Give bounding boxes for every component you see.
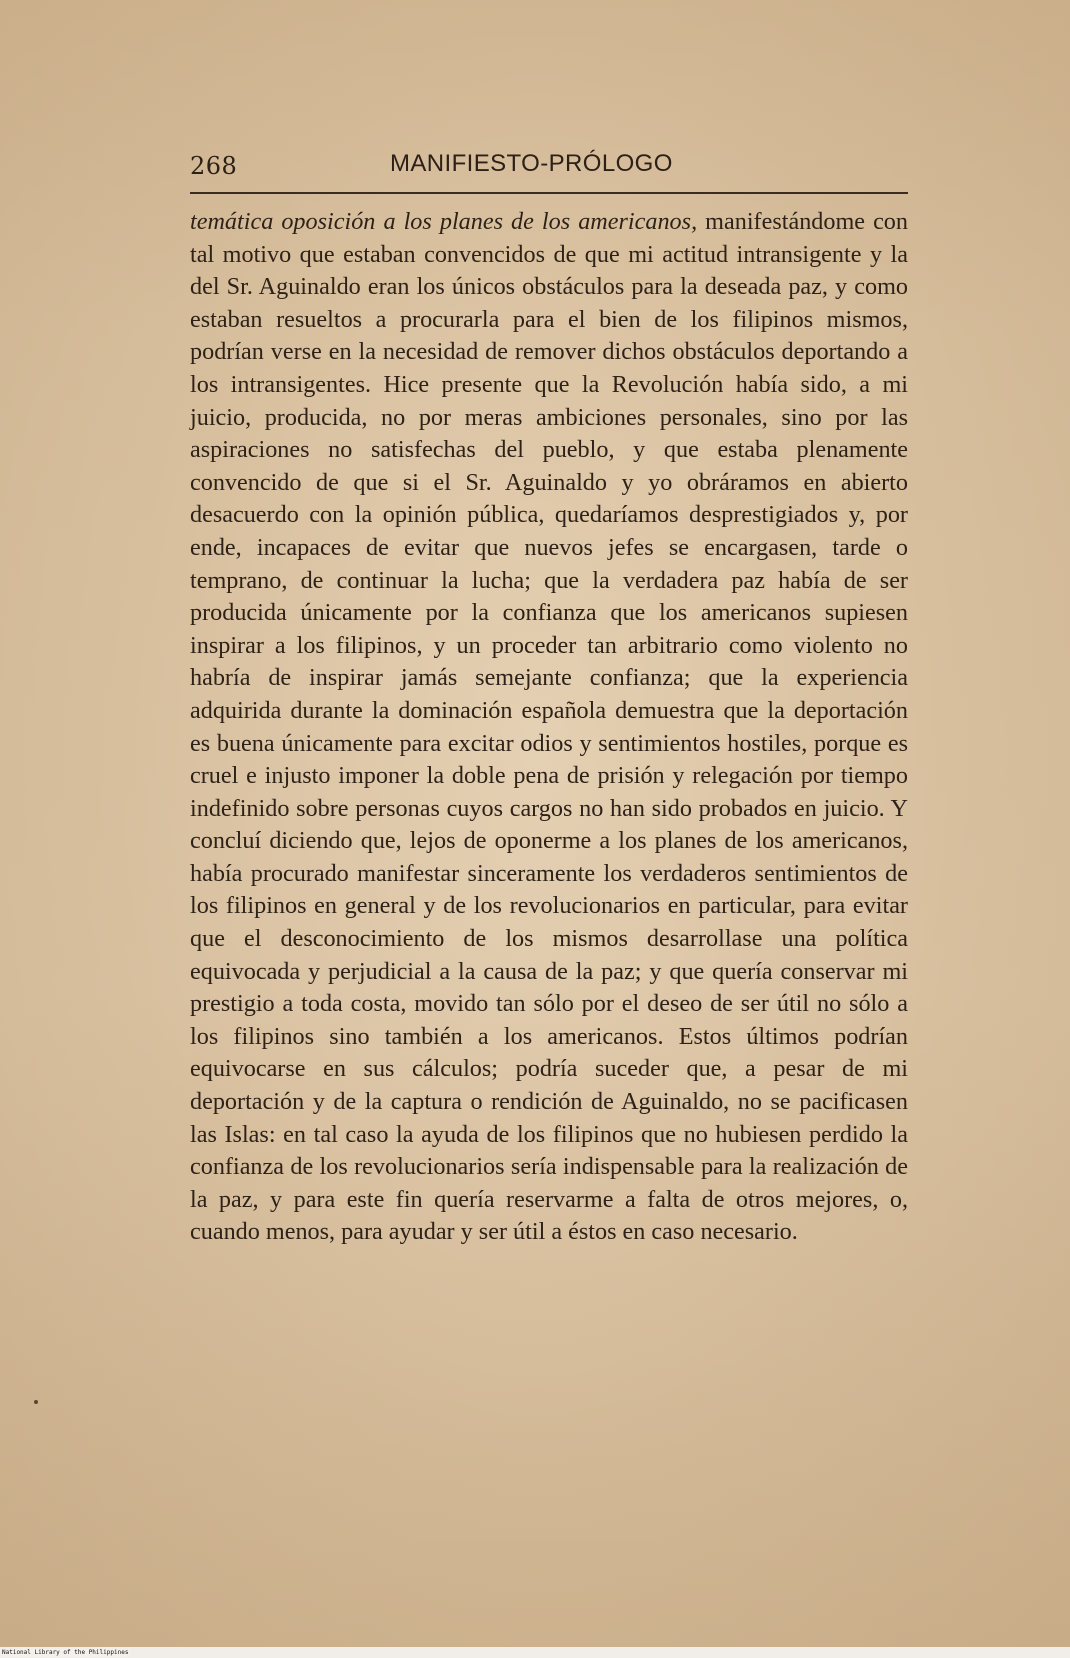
library-credit: National Library of the Philippines <box>2 1649 129 1656</box>
paper-speck <box>34 1400 38 1404</box>
page-header <box>190 146 908 186</box>
footer-strip <box>0 1647 1070 1658</box>
paragraph-text: manifestándome con tal motivo que estaban convencidos de que mi actitud intransigente y la del Sr. Aguinaldo eran los únicos obstáculos para la deseada paz, y como estaban resueltos a procurarla para el bien de los filipinos mismos, podrían verse en la necesidad de remover dichos obstáculos deportando a los intransigentes. Hice presente que la Revolución había sido, a mi juicio, producida, no por meras ambiciones personales, sino por las aspiraciones no satisfechas del pueblo, y que estaba plenamente convencido de que si el Sr. Aguinaldo y yo obráramos en abierto desacuerdo con la opinión pública, quedaríamos desprestigiados y, por ende, incapaces de evitar que nuevos jefes se encargasen, tarde o temprano, de continuar la lucha; que la verdadera paz había de ser producida únicamente por la confianza que los americanos supiesen inspirar a los filipinos, y un proceder tan arbitrario como violento no habría de inspirar jamás semejante confianza; que la experiencia adquirida durante la dominación española demuestra que la deportación es buena únicamente para excitar odios y sentimientos hostiles, porque es cruel e injusto imponer la doble pena de prisión y relegación por tiempo indefinido sobre personas cuyos cargos no han sido probados en juicio. Y concluí diciendo que, lejos de oponerme a los planes de los americanos, había procurado manifestar sinceramente los verdaderos sentimientos de los filipinos en general y de los revolucionarios en particular, para evitar que el desconocimiento de los mismos desarrollase una política equivocada y perjudicial a la causa de la paz; y que quería conservar mi prestigio a toda costa, movido tan sólo por el deseo de ser útil no sólo a los filipinos sino también a los americanos. Estos últimos podrían equivocarse en sus cálculos; podría suceder que, a pesar de mi deportación y de la captura o rendición de Aguinaldo, no se pacificasen las Islas: en tal caso la ayuda de los filipinos que no hubiesen perdido la confianza de los revolucionarios sería indispensable para la realización de la paz, y para este fin quería reservarme a falta de otros mejores, o, cuando menos, para ayudar y ser útil a éstos en caso necesario. <box>190 208 908 1246</box>
italic-lead-in: temática oposición a los planes de los americanos, <box>190 208 698 235</box>
page-number: 268 <box>190 152 238 180</box>
header-rule <box>190 192 908 194</box>
body-paragraph <box>190 206 908 1249</box>
running-head: MANIFIESTO-PRÓLOGO <box>390 150 673 177</box>
